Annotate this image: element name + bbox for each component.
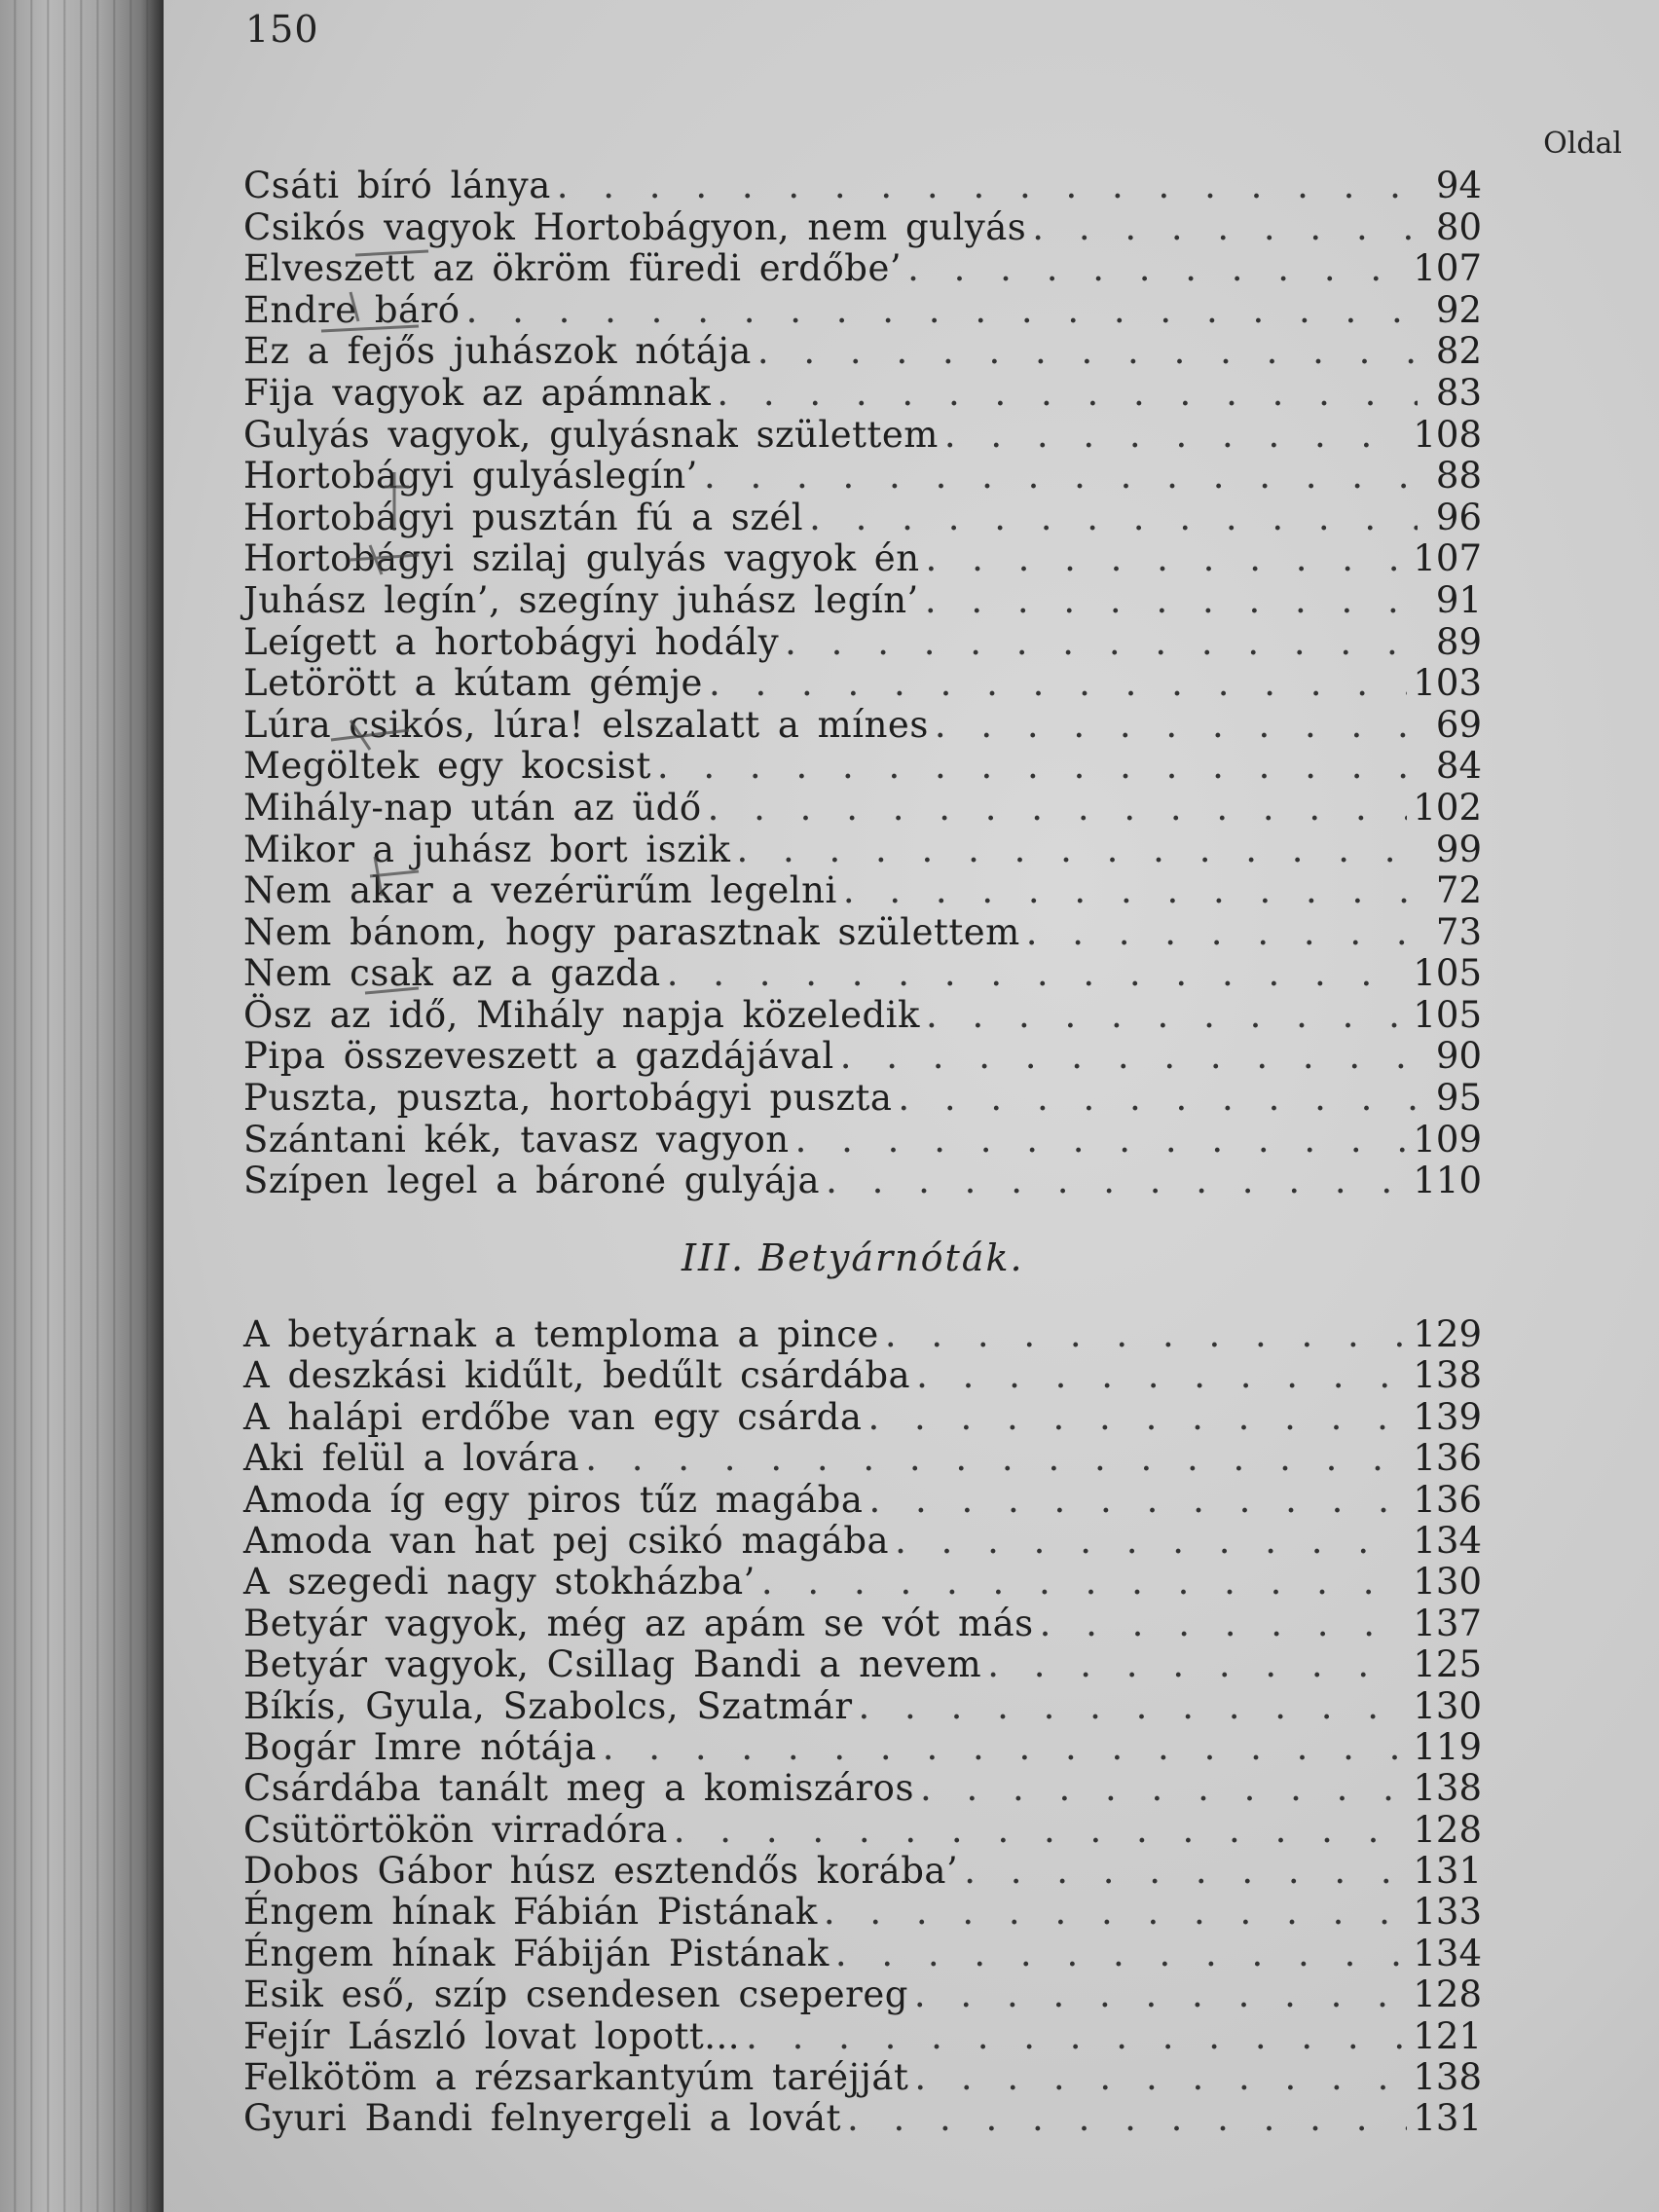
dot-leader <box>795 1120 1408 1161</box>
toc-entry <box>243 456 1482 498</box>
toc-entry-title: A betyárnak a temploma a pince <box>243 1313 879 1355</box>
toc-entry <box>243 622 1482 664</box>
toc-entry-title: Ösz az idő, Mihály napja közeledik <box>243 993 920 1036</box>
toc-entry-title: Gulyás vagyok, gulyásnak születtem <box>243 413 939 456</box>
toc-entry-title: Leígett a hortobágyi hodály <box>243 620 780 663</box>
dot-leader <box>746 2016 1407 2057</box>
toc-entry-title: Éngem hínak Fábiján Pistának <box>243 1932 830 1974</box>
page-stack-lines <box>0 0 156 2212</box>
toc-entry <box>243 166 1482 207</box>
toc-entry-title: Csáti bíró lánya <box>243 165 551 206</box>
toc-entry-page-number: 128 <box>1413 1973 1482 2016</box>
toc-entry-page-number: 80 <box>1435 205 1482 248</box>
toc-entry <box>243 1036 1482 1078</box>
dot-leader <box>809 498 1418 539</box>
dot-leader <box>1040 1604 1408 1644</box>
toc-entry-title: Elveszett az ökröm füredi erdőbe’ <box>243 247 903 290</box>
toc-entry <box>243 1974 1482 2015</box>
toc-entry <box>243 912 1482 954</box>
dot-leader <box>1026 912 1418 954</box>
toc-entry <box>243 1120 1482 1161</box>
toc-entry-page-number: 105 <box>1413 993 1482 1036</box>
toc-entry <box>243 1562 1482 1603</box>
toc-entry-page-number: 109 <box>1413 1118 1482 1161</box>
toc-entry-title: Nem bánom, hogy parasztnak születtem <box>243 910 1020 953</box>
toc-entry-title: Nem akar a vezérürűm legelni <box>243 869 837 912</box>
section-heading-betyarnotak: III. Betyárnóták. <box>682 1236 1024 1279</box>
toc-entry <box>243 331 1482 373</box>
dot-leader <box>761 1562 1407 1603</box>
toc-entry-page-number: 69 <box>1435 703 1482 746</box>
toc-entry-page-number: 72 <box>1435 869 1482 912</box>
toc-entry <box>243 663 1482 705</box>
toc-entry-page-number: 95 <box>1435 1077 1482 1120</box>
toc-entry <box>243 498 1482 539</box>
toc-entry <box>243 1521 1482 1562</box>
toc-entry <box>243 2057 1482 2098</box>
toc-entry <box>243 1397 1482 1438</box>
toc-entry <box>243 870 1482 912</box>
toc-entry-page-number: 92 <box>1435 288 1482 331</box>
toc-entry-title: Letörött a kútam gémje <box>243 662 703 705</box>
toc-entry <box>243 1078 1482 1120</box>
toc-entry-title: Ez a fejős juhászok nótája <box>243 330 752 373</box>
toc-entry-page-number: 108 <box>1413 413 1482 456</box>
dot-leader <box>907 248 1407 290</box>
toc-entry <box>243 1810 1482 1851</box>
dot-leader <box>657 746 1418 788</box>
toc-entry <box>243 1768 1482 1809</box>
toc-entry-page-number: 103 <box>1413 662 1482 705</box>
dot-leader <box>704 456 1418 498</box>
toc-entry-title: Csikós vagyok Hortobágyon, nem gulyás <box>243 205 1027 248</box>
toc-entry-page-number: 134 <box>1413 1932 1482 1974</box>
dot-leader <box>885 1314 1408 1355</box>
dot-leader <box>944 415 1408 457</box>
toc-list-section-3 <box>243 1314 1482 2140</box>
toc-entry-title: Bíkís, Gyula, Szabolcs, Szatmár <box>243 1684 853 1727</box>
toc-entry-page-number: 128 <box>1413 1808 1482 1851</box>
dot-leader <box>868 1480 1407 1521</box>
toc-entry-title: Nem csak az a gazda <box>243 952 661 995</box>
dot-leader <box>717 373 1418 415</box>
toc-entry-title: Endre báró <box>243 288 461 331</box>
toc-entry-title: Juhász legín’, szegíny juhász legín’ <box>243 578 919 621</box>
toc-entry-title: Felkötöm a rézsarkantyúm taréjját <box>243 2056 909 2099</box>
toc-entry-title: Esik eső, szíp csendesen csepereg <box>243 1973 908 2016</box>
toc-entry-page-number: 138 <box>1413 1767 1482 1810</box>
dot-leader <box>585 1438 1407 1479</box>
toc-entry-page-number: 137 <box>1413 1602 1482 1644</box>
toc-entry-page-number: 138 <box>1413 1354 1482 1397</box>
toc-entry-title: Hortobágyi pusztán fú a szél <box>243 496 804 538</box>
toc-entry-page-number: 88 <box>1435 455 1482 498</box>
toc-entry-title: Amoda van hat pej csikó magába <box>243 1519 890 1562</box>
toc-entry-page-number: 131 <box>1413 1850 1482 1893</box>
toc-entry-title: Amoda íg egy piros tűz magába <box>243 1478 864 1521</box>
dot-leader <box>926 995 1407 1037</box>
toc-entry-title: Megöltek egy kocsist <box>243 745 651 788</box>
toc-entry <box>243 1161 1482 1202</box>
page-number: 150 <box>245 8 319 51</box>
toc-entry <box>243 1686 1482 1727</box>
dot-leader <box>466 290 1418 332</box>
toc-entry-page-number: 139 <box>1413 1395 1482 1438</box>
toc-entry-title: Hortobágyi gulyáslegín’ <box>243 455 698 498</box>
toc-entry <box>243 1727 1482 1768</box>
toc-entry-page-number: 134 <box>1413 1519 1482 1562</box>
toc-entry-page-number: 119 <box>1413 1725 1482 1768</box>
toc-entry <box>243 373 1482 415</box>
dot-leader <box>914 2057 1407 2098</box>
dot-leader <box>757 331 1418 373</box>
dot-leader <box>926 538 1408 580</box>
toc-entry-page-number: 105 <box>1413 952 1482 995</box>
toc-entry <box>243 538 1482 580</box>
dot-leader <box>840 1036 1418 1078</box>
toc-entry <box>243 830 1482 871</box>
toc-entry <box>243 580 1482 622</box>
dot-leader <box>843 870 1418 912</box>
dot-leader <box>557 166 1418 207</box>
toc-entry-title: Betyár vagyok, Csillag Bandi a nevem <box>243 1643 982 1686</box>
toc-entry-title: Szántani kék, tavasz vagyon <box>243 1118 790 1161</box>
toc-entry <box>243 1480 1482 1521</box>
toc-entry-page-number: 91 <box>1435 578 1482 621</box>
toc-entry-page-number: 89 <box>1435 620 1482 663</box>
toc-entry <box>243 746 1482 788</box>
toc-entry <box>243 1851 1482 1892</box>
toc-entry-title: Gyuri Bandi felnyergeli a lovát <box>243 2097 841 2140</box>
toc-entry-title: Éngem hínak Fábián Pistának <box>243 1891 818 1934</box>
dot-leader <box>987 1644 1407 1685</box>
toc-entry-page-number: 96 <box>1435 496 1482 538</box>
toc-entry-page-number: 121 <box>1413 2014 1482 2057</box>
column-header-oldal: Oldal <box>1543 127 1622 161</box>
toc-entry-title: Puszta, puszta, hortobágyi puszta <box>243 1077 893 1120</box>
dot-leader <box>847 2098 1407 2139</box>
dot-leader <box>826 1161 1407 1202</box>
toc-entry-title: Szípen legel a bároné gulyája <box>243 1160 821 1202</box>
toc-entry-title: Csütörtökön virradóra <box>243 1808 668 1851</box>
toc-entry-page-number: 130 <box>1413 1561 1482 1604</box>
toc-entry-title: Fija vagyok az apámnak <box>243 371 712 414</box>
toc-entry-title: Csárdába tanált meg a komiszáros <box>243 1767 914 1810</box>
dot-leader <box>709 663 1407 705</box>
toc-entry <box>243 1934 1482 1974</box>
toc-entry-title: Mikor a juhász bort iszik <box>243 828 731 870</box>
toc-entry <box>243 1644 1482 1685</box>
dot-leader <box>603 1727 1408 1768</box>
dot-leader <box>824 1892 1408 1933</box>
toc-entry <box>243 995 1482 1037</box>
toc-entry-page-number: 136 <box>1413 1437 1482 1480</box>
toc-entry-page-number: 131 <box>1413 2097 1482 2140</box>
toc-entry <box>243 290 1482 332</box>
toc-entry-page-number: 84 <box>1435 745 1482 788</box>
toc-entry-page-number: 130 <box>1413 1684 1482 1727</box>
toc-entry <box>243 1892 1482 1933</box>
dot-leader <box>859 1686 1408 1727</box>
toc-entry-page-number: 133 <box>1413 1891 1482 1934</box>
toc-entry <box>243 705 1482 747</box>
dot-leader <box>935 705 1418 747</box>
dot-leader <box>898 1078 1418 1120</box>
dot-leader <box>674 1810 1408 1851</box>
toc-entry-title: Pipa összeveszett a gazdájával <box>243 1035 834 1078</box>
toc-entry-page-number: 99 <box>1435 828 1482 870</box>
dot-leader <box>736 830 1418 871</box>
dot-leader <box>895 1521 1407 1562</box>
toc-entry-page-number: 129 <box>1413 1313 1482 1355</box>
toc-entry <box>243 2098 1482 2139</box>
toc-entry-title: Betyár vagyok, még az apám se vót más <box>243 1602 1034 1644</box>
toc-entry <box>243 953 1482 995</box>
toc-entry-title: Bogár Imre nótája <box>243 1725 597 1768</box>
toc-entry-page-number: 73 <box>1435 910 1482 953</box>
dot-leader <box>867 1397 1407 1438</box>
toc-entry <box>243 248 1482 290</box>
toc-entry-page-number: 110 <box>1413 1160 1482 1202</box>
dot-leader <box>964 1851 1407 1892</box>
toc-entry <box>243 1604 1482 1644</box>
dot-leader <box>785 622 1418 664</box>
toc-entry-title: Hortobágyi szilaj gulyás vagyok én <box>243 537 920 580</box>
toc-entry <box>243 1314 1482 1355</box>
dot-leader <box>916 1355 1407 1396</box>
dot-leader <box>925 580 1418 622</box>
toc-entry-title: Fejír László lovat lopott... <box>243 2014 741 2057</box>
dot-leader <box>835 1934 1408 1974</box>
toc-entry-title: Dobos Gábor húsz esztendős korába’ <box>243 1850 959 1893</box>
toc-entry <box>243 1438 1482 1479</box>
toc-entry-title: Mihály-nap után az üdő <box>243 786 702 829</box>
toc-entry-title: Lúra csikós, lúra! elszalatt a mínes <box>243 703 929 746</box>
dot-leader <box>914 1974 1407 2015</box>
toc-entry <box>243 2016 1482 2057</box>
toc-entry-title: Aki felül a lovára <box>243 1437 580 1480</box>
toc-entry-page-number: 136 <box>1413 1478 1482 1521</box>
toc-entry-page-number: 107 <box>1413 537 1482 580</box>
toc-entry-page-number: 94 <box>1435 165 1482 206</box>
toc-entry-title: A szegedi nagy stokházba’ <box>243 1561 756 1604</box>
dot-leader <box>920 1768 1407 1809</box>
toc-entry-page-number: 90 <box>1435 1035 1482 1078</box>
toc-entry-title: A deszkási kidűlt, bedűlt csárdába <box>243 1354 911 1397</box>
toc-entry-page-number: 107 <box>1413 247 1482 290</box>
dot-leader <box>708 788 1408 830</box>
toc-list-section-2 <box>243 166 1482 1202</box>
toc-entry <box>243 415 1482 457</box>
dot-leader <box>667 953 1408 995</box>
dot-leader <box>1032 207 1418 249</box>
toc-entry-page-number: 83 <box>1435 371 1482 414</box>
toc-entry-title: A halápi erdőbe van egy csárda <box>243 1395 863 1438</box>
toc-entry-page-number: 138 <box>1413 2056 1482 2099</box>
toc-entry <box>243 1355 1482 1396</box>
toc-entry <box>243 788 1482 830</box>
toc-entry-page-number: 102 <box>1413 786 1482 829</box>
toc-entry-page-number: 125 <box>1413 1643 1482 1686</box>
toc-entry-page-number: 82 <box>1435 330 1482 373</box>
toc-entry <box>243 207 1482 249</box>
